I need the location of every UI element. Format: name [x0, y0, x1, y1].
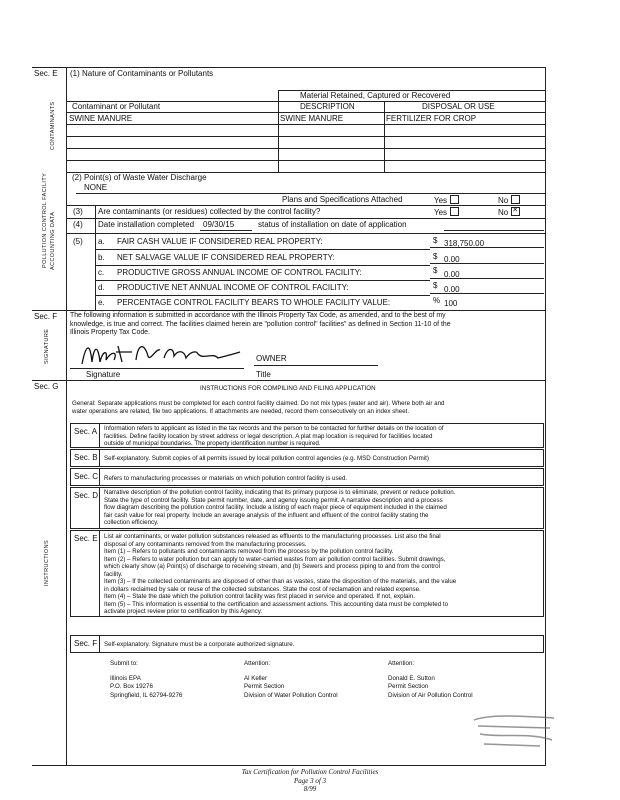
item-d-value: 0.00	[444, 285, 460, 294]
q4-num: (4)	[73, 220, 83, 229]
sec-a-row	[70, 423, 544, 448]
q3-text: Are contaminants (or residues) collected by the control facility?	[98, 207, 321, 216]
q3-no[interactable]: No✕	[498, 207, 520, 218]
attn1-line: Permit Section	[244, 683, 285, 690]
side-label-instructions: INSTRUCTIONS	[44, 539, 50, 586]
sec-e-line: in dollars reclaimed by sale or reuse of the collected substances. State the cost of reclamation and related expense.	[104, 585, 421, 593]
sec-c-line: Refers to manufacturing processes or materials on which pollution control facility is used.	[104, 475, 348, 482]
title-label: Title	[256, 370, 271, 379]
sec-e-line: facility.	[104, 570, 123, 578]
submit-to-block	[110, 660, 182, 700]
item-e-label: PERCENTAGE CONTROL FACILITY BEARS TO WHOLE FACILITY VALUE:	[117, 298, 391, 307]
attn2-line: Permit Section	[388, 683, 429, 690]
instructions-heading: INSTRUCTIONS FOR COMPILING AND FILING APPLICATION	[200, 385, 376, 392]
sec-e-line: Item (1) – Refers to pollutants and contaminants removed from the process by the pollution control facility.	[104, 548, 394, 555]
sec-e-line: Item (3) – If the collected contaminants are disposed of other than as wastes, state the disposition of the materials, and the value	[104, 578, 457, 585]
attention-water-block	[244, 660, 338, 700]
footer-title: Tax Certification for Pollution Control Facilities	[241, 768, 379, 776]
sec-d-row-label: Sec. D	[74, 491, 99, 500]
plans-yes-checkbox[interactable]	[450, 195, 459, 204]
sec-c-row-label: Sec. C	[74, 472, 99, 481]
item1-title: (1) Nature of Contaminants or Pollutants	[70, 69, 214, 78]
sec-e-line: activate project review prior to certification by this Agency.	[104, 608, 263, 615]
attention-air-block	[388, 660, 473, 700]
q3-yes[interactable]: Yes	[434, 207, 459, 218]
sec-e-row	[70, 530, 544, 617]
item-c-letter: c.	[98, 268, 105, 277]
sec-b-line: Self-explanatory. Submit copies of all permits issued by local pollution control agencies (e.g. MSD Construction Permit)	[104, 455, 429, 462]
attn2-line: Donald E. Sutton	[388, 674, 435, 682]
attn1-label: Attention:	[244, 660, 271, 667]
title-value: OWNER	[256, 354, 287, 363]
item-b-label: NET SALVAGE VALUE IF CONSIDERED REAL PROPERTY:	[117, 253, 335, 262]
sec-f-row-label: Sec. F	[74, 639, 98, 648]
general-line-1: General: Separate applications must be completed for each control facility claimed. Do not mix types (water and air). Where both air and	[72, 400, 445, 407]
sec-e-line: Item (5) – This information is essential to the certification and assessment actions. This accounting data must be completed to	[104, 600, 449, 608]
item-a-sym: $	[433, 236, 438, 245]
item-b-value: 0.00	[444, 255, 460, 264]
item2-value: NONE	[84, 183, 108, 192]
submit-label: Submit to:	[110, 660, 138, 667]
sec-e-line: which clearly show (a) Point(s) of discharge to receiving stream, and (b) Sewers and process piping to and from the control	[104, 563, 440, 570]
attn2-line: Division of Air Pollution Control	[388, 691, 473, 699]
submit-line: P.O. Box 19276	[110, 683, 153, 690]
sec-d-line: flow diagram describing the pollution control facility. Include a listing of each major piece of equipment included in the claimed	[104, 504, 447, 511]
footer-date: 8/99	[303, 785, 317, 793]
sec-f-label: Sec. F	[34, 312, 58, 321]
submit-line: Springfield, IL 62794-9276	[110, 691, 183, 699]
attn2-label: Attention:	[388, 660, 415, 667]
item-c-sym: $	[433, 266, 438, 275]
plans-yes[interactable]: Yes	[434, 195, 459, 206]
sec-f-row	[70, 635, 544, 653]
sec-g-label: Sec. G	[34, 382, 59, 391]
item-e-letter: e.	[98, 298, 105, 307]
col-disposal: DISPOSAL OR USE	[422, 102, 495, 111]
sec-a-line: facilities. Define facility location by street address or legal description. A plat map location is required for facilities located	[104, 432, 433, 440]
item-d-letter: d.	[98, 283, 105, 292]
secf-line-2: knowledge, is true and correct. The facilities claimed herein are "pollution control" facilities" as defined in Section 11-10 of the	[70, 320, 451, 328]
q4-label: Date installation completed	[98, 220, 195, 229]
sec-e-line: disposal of any contaminants removed from the manufacturing processes.	[104, 540, 307, 548]
row1-disposal: FERTILIZER FOR CROP	[386, 114, 477, 123]
attn1-line: Al Keller	[244, 674, 268, 682]
side-label-contaminants: CONTAMINANTS	[50, 101, 56, 150]
col-contaminant: Contaminant or Pollutant	[72, 102, 161, 111]
item2-title: (2) Point(s) of Waste Water Discharge	[72, 173, 207, 182]
stamp-mark	[470, 712, 560, 752]
row1-description: SWINE MANURE	[280, 114, 344, 123]
item-b-letter: b.	[98, 253, 105, 262]
item-c-value: 0.00	[444, 270, 460, 279]
material-header: Material Retained, Captured or Recovered	[300, 91, 451, 100]
side-label-facility: POLLUTION CONTROL FACILITY	[42, 172, 48, 268]
signature-label: Signature	[86, 370, 121, 379]
sec-e-line: Item (4) – State the date which the pollution control facility was first placed in service and operated. If not, explain.	[104, 593, 415, 600]
sec-e-line: Item (2) – Refers to water pollution but can apply to water-carried wastes from air pollution control facilities. Submit drawings,	[104, 555, 446, 563]
plans-label: Plans and Specifications Attached	[282, 195, 403, 204]
sec-d-line: State the type of control facility. State permit number, date, and agency issuing permit. A narrative description and a process	[104, 496, 443, 504]
item-e-value: 100	[444, 299, 458, 308]
general-line-2: water operations are related, file two applications. If attachments are needed, record them consecutively on an index sheet.	[72, 407, 410, 415]
secf-line-1: The following information is submitted in accordance with the Illinois Property Tax Code, as amended, and to the best of my	[70, 312, 446, 319]
q4-date: 09/30/15	[203, 220, 235, 229]
side-label-accounting: ACCOUNTING DATA	[50, 211, 56, 270]
sec-e-label: Sec. E	[34, 69, 58, 78]
secf-line-3: Illinois Property Tax Code.	[70, 329, 150, 337]
sec-a-line: outside of municipal boundaries. The property identification number is required.	[104, 440, 321, 447]
q5-num: (5)	[73, 237, 83, 246]
sec-d-line: fair cash value for real property. Include an average analysis of the influent and effluent of the control facility stating the	[104, 511, 429, 519]
sec-a-line: Information refers to applicant as listed in the tax records and the person to be contacted for further details on the location of	[104, 425, 444, 432]
sec-b-row	[70, 449, 544, 467]
plans-no-checkbox[interactable]	[511, 195, 520, 204]
sec-d-line: collection efficiency.	[104, 519, 159, 526]
sec-c-row	[70, 468, 544, 486]
q4-status: status of installation on date of application	[258, 220, 407, 229]
row1-contaminant: SWINE MANURE	[69, 114, 133, 123]
q3-yes-checkbox[interactable]	[450, 207, 459, 216]
submit-line: Illinois EPA	[110, 674, 141, 682]
item-a-value: 318,750.00	[444, 239, 485, 248]
sec-e-row-label: Sec. E	[74, 534, 98, 543]
q3-no-checkbox[interactable]	[511, 207, 520, 216]
footer-page: Page 3 of 3	[293, 776, 327, 785]
q3-num: (3)	[73, 207, 83, 216]
plans-no[interactable]: No	[498, 195, 520, 206]
handwritten-signature	[78, 338, 248, 370]
sec-d-row	[70, 487, 544, 529]
attn1-line: Division of Water Pollution Control	[244, 691, 338, 699]
sec-d-line: Narrative description of the pollution control facility, indicating that its primary purpose is to eliminate, prevent or reduce pollution.	[104, 489, 456, 496]
item-e-sym: %	[433, 296, 441, 305]
col-description: DESCRIPTION	[300, 102, 355, 111]
item-a-letter: a.	[98, 237, 105, 246]
sec-e-line: List air contaminants, or water pollution substances released as effluents to the manufacturing processes. List also the final	[104, 533, 441, 540]
side-label-signature: SIGNATURE	[44, 328, 50, 364]
item-d-label: PRODUCTIVE NET ANNUAL INCOME OF CONTROL FACILITY:	[117, 283, 349, 292]
item-c-label: PRODUCTIVE GROSS ANNUAL INCOME OF CONTROL FACILITY:	[117, 268, 362, 277]
sec-f-line: Self-explanatory. Signature must be a corporate authorized signature.	[104, 641, 295, 648]
sec-a-row-label: Sec. A	[74, 427, 98, 436]
sec-b-row-label: Sec. B	[74, 453, 98, 462]
item-a-label: FAIR CASH VALUE IF CONSIDERED REAL PROPERTY:	[117, 237, 323, 246]
item-d-sym: $	[433, 281, 438, 290]
item-b-sym: $	[433, 252, 438, 261]
